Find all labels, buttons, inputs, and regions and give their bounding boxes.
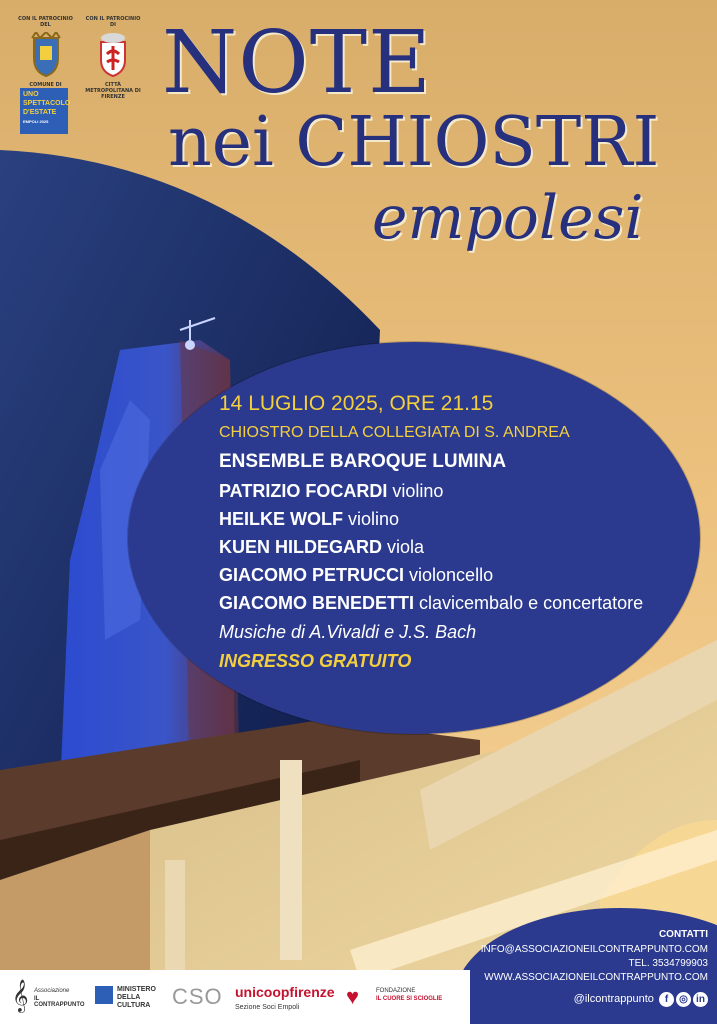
performer-3 [219,537,424,558]
title-line-3: empolesi [372,183,644,253]
performer-name: GIACOMO PETRUCCI [219,565,405,585]
contact-website[interactable]: WWW.ASSOCIAZIONEILCONTRAPPUNTO.COM [484,972,708,983]
performer-name: HEILKE WOLF [219,509,343,529]
patronage-left [18,16,73,94]
patronage-left-label: CON IL PATROCINIO DEL [18,16,73,28]
performer-name: PATRIZIO FOCARDI [219,481,388,501]
social-handle[interactable]: @ilcontrappunto [573,993,654,1005]
patronage-right [84,16,142,100]
performer-name: GIACOMO BENEDETTI [219,593,415,613]
linkedin-icon[interactable]: in [693,992,708,1007]
sponsors-bar: 𝄞 Associazione IL CONTRAPPUNTO MINISTERO DELLA CULTURA CSO unicoopfirenze Sezione Soci Empoli ♥ FONDAZIONE IL CUORE SI SCIOGLIE [0,970,470,1024]
spettacolo-estate-logo: UNO SPETTACOLO D'ESTATE EMPOLI 2025 [20,88,68,134]
instagram-icon[interactable]: ◎ [676,992,691,1007]
performer-1 [219,481,443,502]
event-date: 14 LUGLIO 2025, ORE 21.15 [219,392,494,415]
ministero-icon [95,986,113,1004]
cso-logo: CSO [172,984,223,1009]
performer-4 [219,565,493,586]
music-program: Musiche di A.Vivaldi e J.S. Bach [219,622,477,642]
performer-role: clavicembalo e concertatore [419,593,644,613]
admission-free: INGRESSO GRATUITO [219,651,412,671]
florence-lily-icon [93,32,133,80]
performer-role: viola [387,537,425,557]
patronage-right-name: CITTÀ METROPOLITANA DI FIRENZE [85,82,141,100]
performer-5 [219,593,643,614]
empoli-coat-of-arms-icon [26,32,66,80]
title-line-1: NOTE [162,13,432,113]
performer-role: violino [348,509,400,529]
title-line-2: nei CHIOSTRI [168,103,660,182]
social-row [574,992,708,1007]
performer-name: KUEN HILDEGARD [219,537,383,557]
performer-role: violoncello [409,565,494,585]
treble-clef-icon: 𝄞 [12,980,29,1011]
performer-2 [219,509,399,530]
facebook-icon[interactable]: f [659,992,674,1007]
patronage-right-label: CON IL PATROCINIO DI [85,16,141,28]
patronage-left-name: COMUNE DI [29,82,62,88]
performer-role: violino [392,481,444,501]
heart-icon: ♥ [346,984,360,1009]
contacts-heading: CONTATTI [658,929,708,940]
contact-email[interactable]: INFO@ASSOCIAZIONEILCONTRAPPUNTO.COM [480,944,708,955]
unicoop-logo: unicoopfirenze Sezione Soci Empoli [235,984,335,1011]
ensemble-name: ENSEMBLE BAROQUE LUMINA [219,451,507,472]
contact-phone[interactable]: TEL. 3534799903 [628,958,708,969]
event-venue: CHIOSTRO DELLA COLLEGIATA DI S. ANDREA [219,424,570,441]
